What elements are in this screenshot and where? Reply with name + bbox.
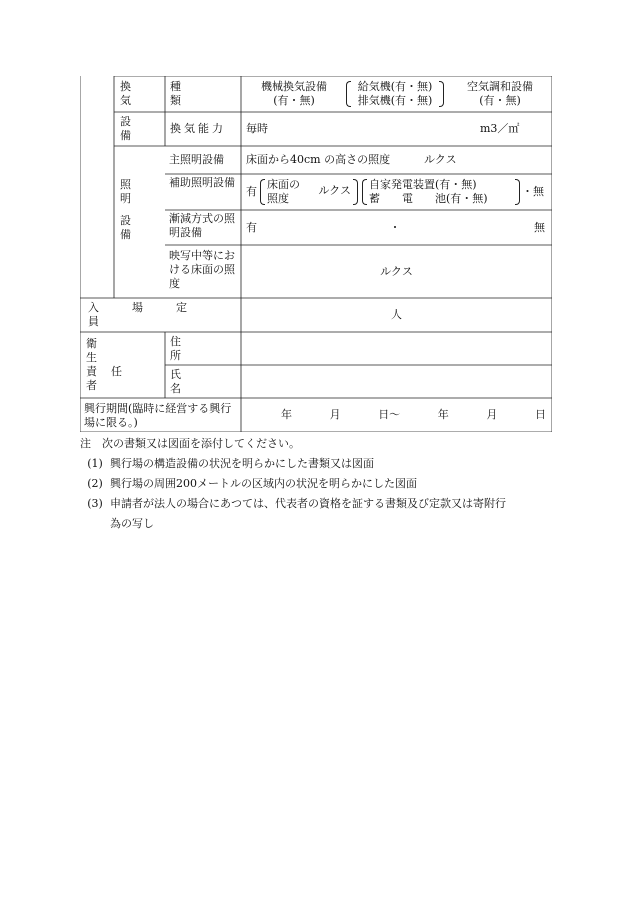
ventilation-unit: m3／㎡: [480, 122, 520, 135]
note-item-1: (1) 興行場の構造設備の状況を明らかにした書類又は図面: [87, 457, 374, 470]
kind-label: 種類: [170, 80, 213, 107]
screen-illuminance-label: 映写中等における床面の照度: [169, 249, 235, 290]
lighting-label-b: 設備: [120, 213, 141, 241]
aux-lighting-label: 補助照明設備: [169, 176, 235, 189]
air-conditioning: 空気調和設備 (有・無): [467, 80, 533, 107]
main-lighting-value: 床面から40cm の高さの照度: [246, 153, 391, 166]
capacity-label: 換気能力: [170, 122, 226, 135]
facility-form-table: [80, 76, 552, 432]
note-item-2: (2) 興行場の周囲200メートルの区域内の状況を明らかにした図面: [87, 477, 417, 490]
dimming-yes: 有: [246, 220, 257, 234]
ventilation-label-a: 換気: [120, 80, 141, 107]
aux-floor-bracket: 床面の 照度 ルクス: [260, 178, 358, 206]
dimming-no: 無: [534, 220, 545, 234]
aux-yes: 有: [246, 185, 257, 198]
per-hour: 毎時: [246, 122, 268, 135]
main-lighting-lux: ルクス: [424, 153, 457, 166]
dimming-lighting-label: 漸減方式の照明設備: [169, 212, 235, 239]
notes-lead: 注 次の書類又は図面を添付してください。: [80, 437, 300, 450]
period-dates: 年 月 日～ 年 月 日: [281, 408, 546, 421]
name-label: 氏名: [170, 367, 217, 395]
supply-exhaust-bracket: 給気機(有・無) 排気機(有・無): [346, 80, 444, 108]
ventilation-label-b: 設備: [120, 115, 141, 142]
aux-none: ・無: [522, 185, 544, 198]
attachment-notes: [80, 434, 560, 534]
capacity-label: 入場定員: [88, 301, 220, 328]
screen-illuminance-lux: ルクス: [380, 264, 413, 278]
mechanical-ventilation: 機械換気設備 (有・無): [261, 80, 327, 107]
main-lighting-label: 主照明設備: [169, 153, 224, 166]
period-label: 興行期間(臨時に経営する興行場に限る。): [84, 402, 232, 429]
address-label: 住所: [170, 334, 211, 362]
note-item-3: (3) 申請者が法人の場合にあつては、代表者の資格を証する書類及び定款又は寄附行: [87, 497, 506, 510]
hygiene-label: 衛生 責任者: [86, 337, 136, 392]
capacity-unit: 人: [391, 308, 402, 321]
generator-battery-bracket: 自家発電装置(有・無) 蓄 電 池(有・無): [362, 178, 520, 206]
dimming-dot: ・: [389, 220, 401, 234]
note-item-3-cont: 為の写し: [110, 517, 154, 530]
lighting-label-a: 照明: [120, 178, 141, 205]
